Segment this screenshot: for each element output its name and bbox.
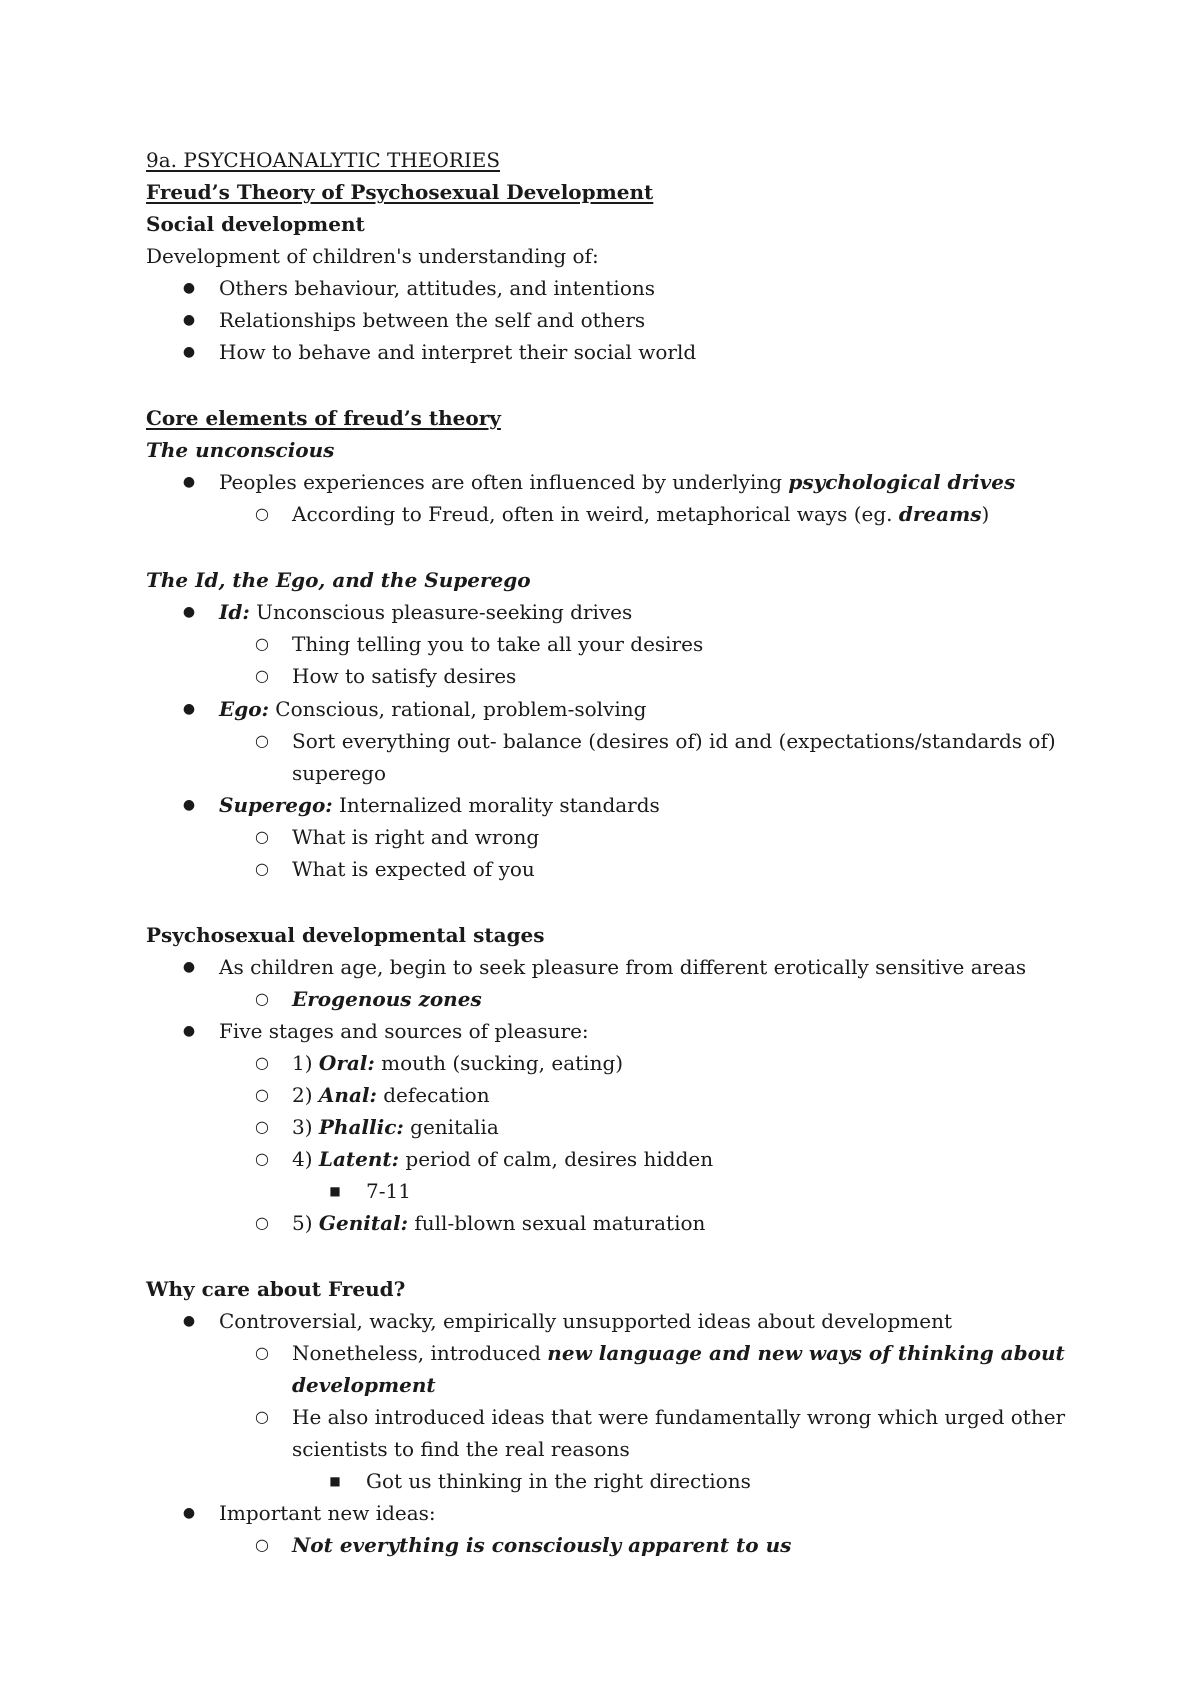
list-item: Got us thinking in the right directions — [366, 1469, 751, 1493]
list-item: He also introduced ideas that were fundamentally wrong which urged other — [292, 1405, 1066, 1429]
stage-item: 5) Genital: full-blown sexual maturation — [292, 1211, 706, 1235]
social-intro: Development of children's understanding of: — [146, 244, 599, 268]
bullet-circle-icon: ○ — [255, 1117, 269, 1136]
page-title: 9a. PSYCHOANALYTIC THEORIES — [146, 148, 501, 172]
list-item: According to Freud, often in weird, metaphorical ways (eg. dreams) — [292, 502, 990, 526]
list-item-continuation: development — [292, 1373, 436, 1397]
bullet-disc-icon: ● — [182, 312, 196, 328]
list-item: As children age, begin to seek pleasure from different erotically sensitive areas — [219, 955, 1027, 979]
list-item: Peoples experiences are often influenced by underlying psychological drives — [219, 470, 1016, 494]
bullet-disc-icon: ● — [182, 474, 196, 490]
list-item: Controversial, wacky, empirically unsupported ideas about development — [219, 1309, 953, 1333]
bullet-circle-icon: ○ — [255, 504, 269, 523]
list-item: Relationships between the self and others — [219, 308, 646, 332]
list-item: Sort everything out- balance (desires of) id and (expectations/standards of) — [292, 729, 1056, 753]
bullet-circle-icon: ○ — [255, 1213, 269, 1232]
bullet-circle-icon: ○ — [255, 666, 269, 685]
heading-core-elements: Core elements of freud’s theory — [146, 406, 501, 430]
bullet-disc-icon: ● — [182, 1313, 196, 1329]
bullet-circle-icon: ○ — [255, 859, 269, 878]
list-item: How to satisfy desires — [292, 664, 517, 688]
heading-why-care: Why care about Freud? — [146, 1277, 406, 1301]
list-item: Erogenous zones — [292, 987, 482, 1011]
list-item-continuation: scientists to find the real reasons — [292, 1437, 630, 1461]
section-subtitle: Freud’s Theory of Psychosexual Development — [146, 180, 654, 204]
list-item: Superego: Internalized morality standards — [219, 793, 660, 817]
heading-unconscious: The unconscious — [146, 438, 335, 462]
stage-item: 4) Latent: period of calm, desires hidden — [292, 1147, 714, 1171]
list-item: Not everything is consciously apparent to us — [292, 1533, 792, 1557]
list-item: Nonetheless, introduced new language and new ways of thinking about — [292, 1341, 1065, 1365]
list-item: Thing telling you to take all your desires — [292, 632, 704, 656]
list-item: 7-11 — [366, 1179, 411, 1203]
bullet-circle-icon: ○ — [255, 989, 269, 1008]
bullet-disc-icon: ● — [182, 797, 196, 813]
list-item-continuation: superego — [292, 761, 387, 785]
bullet-disc-icon: ● — [182, 959, 196, 975]
list-item: Others behaviour, attitudes, and intentions — [219, 276, 656, 300]
bullet-circle-icon: ○ — [255, 1535, 269, 1554]
list-item: Ego: Conscious, rational, problem-solving — [219, 697, 647, 721]
bullet-disc-icon: ● — [182, 1505, 196, 1521]
bullet-disc-icon: ● — [182, 1023, 196, 1039]
bullet-circle-icon: ○ — [255, 827, 269, 846]
stage-item: 2) Anal: defecation — [292, 1083, 490, 1107]
bullet-circle-icon: ○ — [255, 1085, 269, 1104]
bullet-disc-icon: ● — [182, 701, 196, 717]
stage-item: 1) Oral: mouth (sucking, eating) — [292, 1051, 624, 1075]
stage-item: 3) Phallic: genitalia — [292, 1115, 499, 1139]
list-item: How to behave and interpret their social world — [219, 340, 697, 364]
list-item: Id: Unconscious pleasure-seeking drives — [219, 600, 633, 624]
bullet-disc-icon: ● — [182, 280, 196, 296]
heading-id-ego-superego: The Id, the Ego, and the Superego — [146, 568, 531, 592]
bullet-circle-icon: ○ — [255, 1343, 269, 1362]
bullet-circle-icon: ○ — [255, 1407, 269, 1426]
bullet-square-icon: ■ — [329, 1184, 341, 1198]
list-item: What is expected of you — [292, 857, 535, 881]
bullet-square-icon: ■ — [329, 1474, 341, 1488]
heading-social-development: Social development — [146, 212, 365, 236]
heading-psychosexual-stages: Psychosexual developmental stages — [146, 923, 545, 947]
bullet-disc-icon: ● — [182, 344, 196, 360]
bullet-disc-icon: ● — [182, 604, 196, 620]
bullet-circle-icon: ○ — [255, 634, 269, 653]
bullet-circle-icon: ○ — [255, 1149, 269, 1168]
list-item: What is right and wrong — [292, 825, 540, 849]
bullet-circle-icon: ○ — [255, 731, 269, 750]
bullet-circle-icon: ○ — [255, 1053, 269, 1072]
list-item: Five stages and sources of pleasure: — [219, 1019, 589, 1043]
list-item: Important new ideas: — [219, 1501, 436, 1525]
